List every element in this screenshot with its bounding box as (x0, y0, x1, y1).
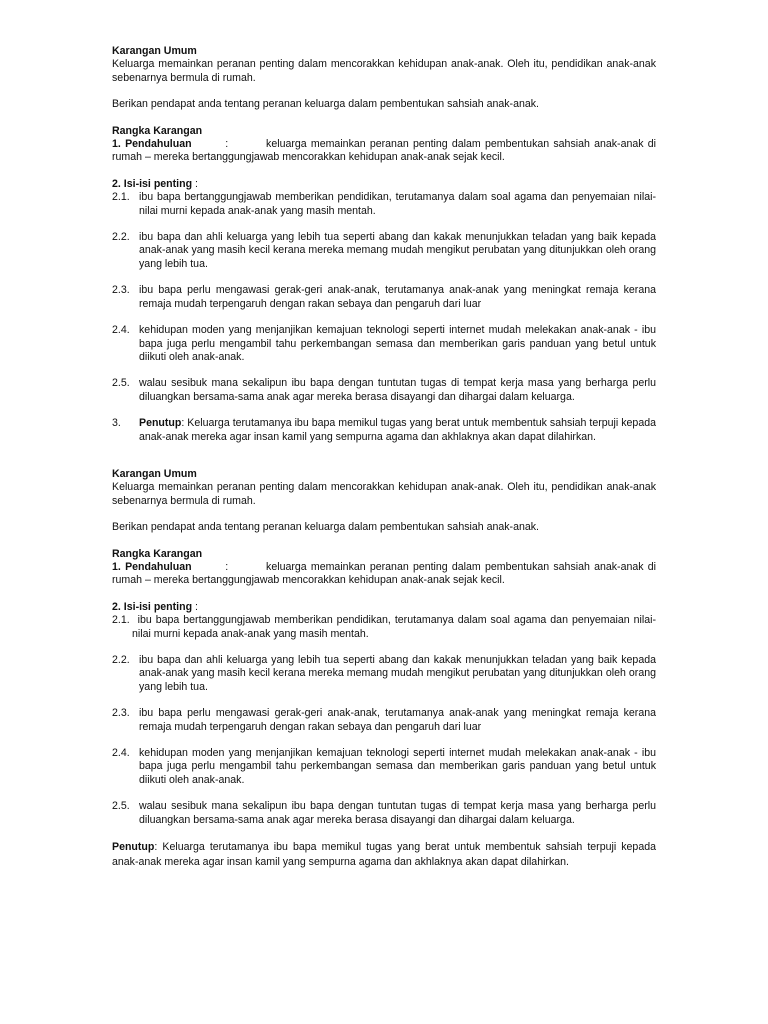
point-text: walau sesibuk mana sekalipun ibu bapa dengan tuntutan tugas di tempat kerja masa yang berharga perlu diluangkan bersama-sama anak agar mereka berasa disayangi dan dihargai dalam keluarga. (139, 800, 656, 826)
point-number: 2.3. (112, 707, 130, 720)
point-number: 2.1. (112, 614, 130, 627)
point-number: 2.2. (112, 231, 130, 244)
outline-title: Rangka Karangan (112, 124, 203, 137)
conclusion-paragraph (112, 840, 656, 870)
point-number: 2.2. (112, 654, 130, 666)
list-item (112, 284, 656, 311)
essay-title: Karangan Umum (112, 467, 197, 480)
essay-question: Berikan pendapat anda tentang peranan keluarga dalam pembentukan sahsiah anak-anak. (112, 98, 540, 111)
intro-number: 1. (112, 560, 121, 573)
conclusion-text: : Keluarga terutamanya ibu bapa memikul tugas yang berat untuk membentuk sahsiah terpuji kepada anak-anak mereka agar insan kamil yang sempurna agama dan akhlaknya akan dapat dilahirkan. (112, 841, 656, 869)
content-colon: : (192, 600, 198, 613)
outline-title: Rangka Karangan (112, 547, 203, 560)
essay-section-2 (112, 468, 656, 870)
outline-introduction (112, 561, 656, 588)
point-text: ibu bapa dan ahli keluarga yang lebih tua seperti abang dan kakak menunjukkan teladan yang baik kepada anak-anak yang masih kecil kerana mereka memang mudah mengikut perubatan yang ditunjukkan oleh orang yang lebih tua. (139, 654, 656, 693)
intro-colon: : (225, 138, 229, 151)
list-item (112, 707, 656, 734)
list-item (112, 654, 656, 694)
point-text: kehidupan moden yang menjanjikan kemajuan teknologi seperti internet mudah melekakan anak-anak - ibu bapa juga perlu mengambil tahu perkembangan semasa dan memberikan garis panduan yang betul untuk diikuti oleh anak-anak. (139, 747, 656, 786)
content-heading (112, 178, 656, 191)
point-text: ibu bapa perlu mengawasi gerak-geri anak-anak, terutamanya anak-anak yang meningkat remaja kerana remaja mudah terpengaruh dengan rakan sebaya dan pengaruh dari luar (139, 284, 656, 310)
point-number: 2.3. (112, 284, 130, 297)
essay-title: Karangan Umum (112, 45, 197, 57)
content-colon: : (192, 177, 198, 190)
point-text: kehidupan moden yang menjanjikan kemajuan teknologi seperti internet mudah melekakan anak-anak - ibu bapa juga perlu mengambil tahu perkembangan semasa dan memberikan garis panduan yang betul untuk diikuti oleh anak-anak. (139, 324, 656, 363)
content-number: 2 (112, 600, 118, 613)
intro-number: 1. (112, 138, 121, 151)
conclusion-label: Penutup (139, 417, 182, 430)
point-text: ibu bapa bertanggungjawab memberikan pendidikan, terutamanya dalam soal agama dan penyemaian nilai-nilai murni kepada anak-anak yang masih mentah. (132, 614, 657, 640)
point-text: ibu bapa dan ahli keluarga yang lebih tua seperti abang dan kakak menunjukkan teladan yang baik kepada anak-anak yang masih kecil kerana mereka memang mudah mengikut perubatan yang ditunjukkan oleh orang yang lebih tua. (139, 231, 656, 270)
content-heading (112, 601, 656, 614)
intro-text: keluarga memainkan peranan penting dalam pembentukan sahsiah anak-anak di rumah – mereka bertanggungjawab mencorakkan kehidupan anak-anak sejak kecil. (112, 138, 657, 164)
point-text: walau sesibuk mana sekalipun ibu bapa dengan tuntutan tugas di tempat kerja masa yang berharga perlu diluangkan bersama-sama anak agar mereka berasa disayangi dan dihargai dalam keluarga. (139, 377, 656, 403)
conclusion-text-block (139, 417, 656, 444)
essay-question: Berikan pendapat anda tentang peranan keluarga dalam pembentukan sahsiah anak-anak. (112, 521, 540, 534)
essay-section-1 (112, 45, 656, 444)
list-item (112, 377, 656, 404)
intro-label: Pendahuluan (125, 138, 192, 151)
point-number: 2.5. (112, 377, 130, 390)
point-number: 2.5. (112, 800, 130, 813)
content-number: 2 (112, 177, 118, 190)
point-number: 2.1. (112, 191, 130, 204)
point-text: ibu bapa perlu mengawasi gerak-geri anak-anak, terutamanya anak-anak yang meningkat remaja kerana remaja mudah terpengaruh dengan rakan sebaya dan pengaruh dari luar (139, 707, 656, 733)
list-item (112, 614, 656, 641)
point-text: ibu bapa bertanggungjawab memberikan pendidikan, terutamanya dalam soal agama dan penyemaian nilai-nilai murni kepada anak-anak yang masih mentah. (139, 191, 656, 217)
list-item (112, 324, 656, 364)
outline-introduction (112, 138, 656, 165)
conclusion-label: Penutup (112, 841, 155, 854)
intro-text: keluarga memainkan peranan penting dalam pembentukan sahsiah anak-anak di rumah – mereka bertanggungjawab mencorakkan kehidupan anak-anak sejak kecil. (112, 560, 657, 587)
list-item (112, 747, 656, 787)
list-item (112, 800, 656, 827)
essay-intro: Keluarga memainkan peranan penting dalam mencorakkan kehidupan anak-anak. Oleh itu, pendidikan anak-anak sebenarnya bermula di rumah. (112, 58, 656, 84)
content-label: . Isi-isi penting (117, 177, 193, 190)
conclusion-item (112, 417, 656, 444)
list-item (112, 191, 656, 218)
content-label: . Isi-isi penting (117, 600, 193, 613)
point-number: 2.4. (112, 324, 130, 337)
essay-intro: Keluarga memainkan peranan penting dalam mencorakkan kehidupan anak-anak. Oleh itu, pendidikan anak-anak sebenarnya bermula di rumah. (112, 481, 656, 507)
intro-label: Pendahuluan (125, 560, 192, 573)
conclusion-number: 3. (112, 417, 121, 430)
list-item (112, 231, 656, 271)
conclusion-text: : Keluarga terutamanya ibu bapa memikul tugas yang berat untuk membentuk sahsiah terpuji kepada anak-anak mereka agar insan kamil yang sempurna agama dan akhlaknya akan dapat dilahirkan. (139, 417, 656, 443)
document-body (112, 45, 656, 870)
intro-colon: : (225, 560, 229, 573)
point-number: 2.4. (112, 747, 130, 760)
